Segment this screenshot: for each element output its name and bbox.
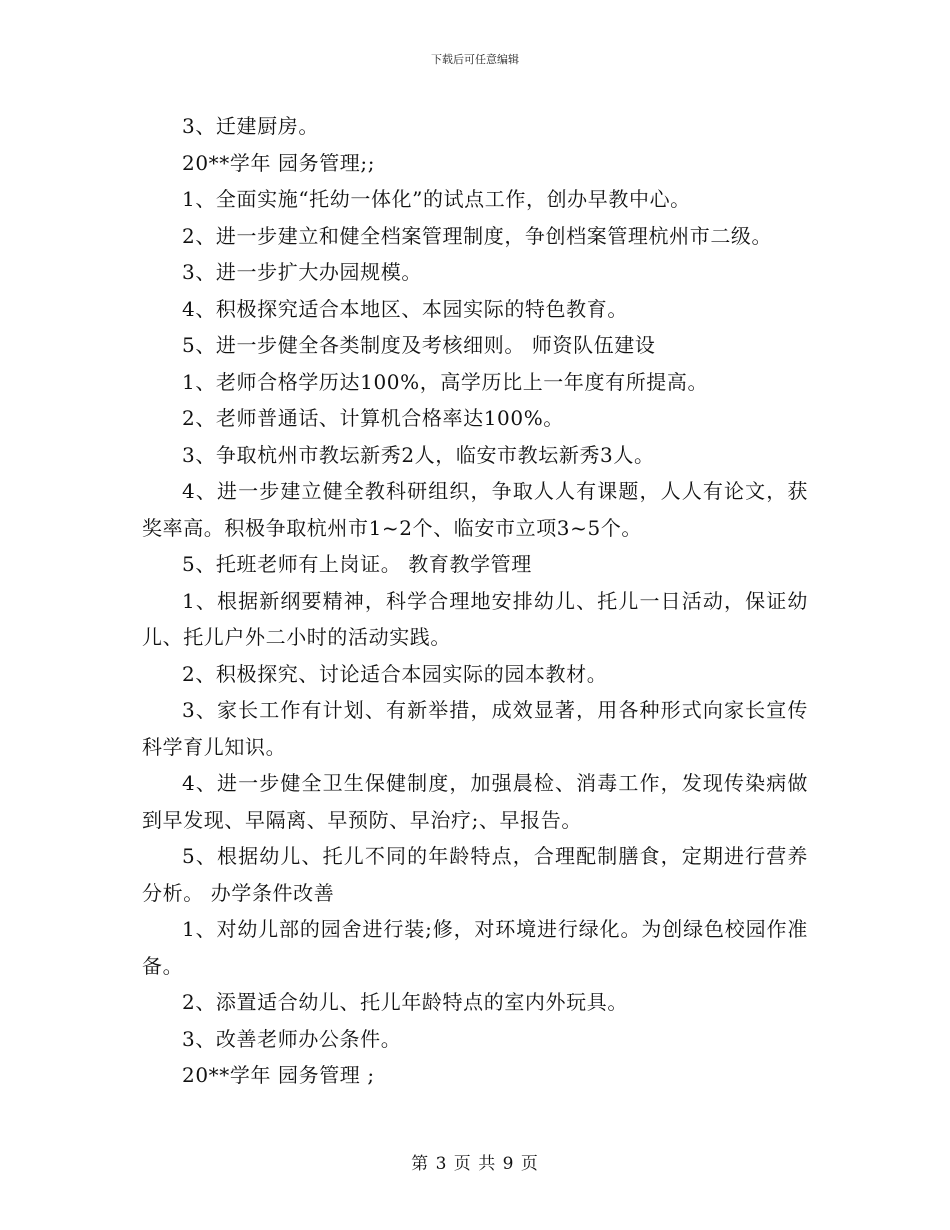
- paragraph: 20**学年 园务管理 ;: [182, 1063, 375, 1087]
- paragraph: 2、老师普通话、计算机合格率达100%。: [182, 406, 564, 430]
- paragraph: 3、改善老师办公条件。: [182, 1026, 402, 1051]
- paragraph: 1、对幼儿部的园舍进行装;修，对环境进行绿化。为创绿色校园作准备。: [142, 917, 808, 978]
- paragraph: 1、全面实施“托幼一体化”的试点工作，创办早教中心。: [182, 187, 691, 211]
- paragraph: 3、争取杭州市教坛新秀2人，临安市教坛新秀3人。: [182, 442, 655, 467]
- page-number-footer: 第 3 页 共 9 页: [411, 1154, 539, 1174]
- paragraph: 4、进一步建立健全教科研组织，争取人人有课题，人人有论文，获奖率高。积极争取杭州市1~2个、临安市立项3~5个。: [142, 479, 808, 540]
- paragraph: 5、托班老师有上岗证。 教育教学管理: [182, 552, 532, 576]
- paragraph: 3、家长工作有计划、有新举措，成效显著，用各种形式向家长宣传科学育儿知识。: [142, 698, 808, 759]
- paragraph: 2、添置适合幼儿、托儿年龄特点的室内外玩具。: [182, 990, 628, 1014]
- paragraph: 2、积极探究、讨论适合本园实际的园本教材。: [182, 661, 608, 686]
- paragraph: 3、迁建厨房。: [182, 114, 319, 138]
- paragraph: 3、进一步扩大办园规模。: [182, 260, 422, 284]
- paragraph: 1、老师合格学历达100%，高学历比上一年度有所提高。: [182, 369, 709, 394]
- paragraph: 5、进一步健全各类制度及考核细则。 师资队伍建设: [182, 333, 656, 357]
- paragraph: 1、根据新纲要精神，科学合理地安排幼儿、托儿一日活动，保证幼儿、托儿户外二小时的活动实践。: [142, 588, 808, 649]
- page-header-note: 下载后可任意编辑: [431, 53, 519, 66]
- paragraph: 4、进一步健全卫生保健制度，加强晨检、消毒工作，发现传染病做到早发现、早隔离、早预防、早治疗;、早报告。: [142, 771, 808, 832]
- paragraph: 2、进一步建立和健全档案管理制度，争创档案管理杭州市二级。: [182, 223, 773, 248]
- paragraph: 4、积极探究适合本地区、本园实际的特色教育。: [182, 296, 628, 321]
- paragraph: 5、根据幼儿、托儿不同的年龄特点，合理配制膳食，定期进行营养分析。 办学条件改善: [142, 844, 808, 905]
- document-body: [142, 108, 808, 1094]
- paragraph: 20**学年 园务管理;;: [182, 150, 376, 175]
